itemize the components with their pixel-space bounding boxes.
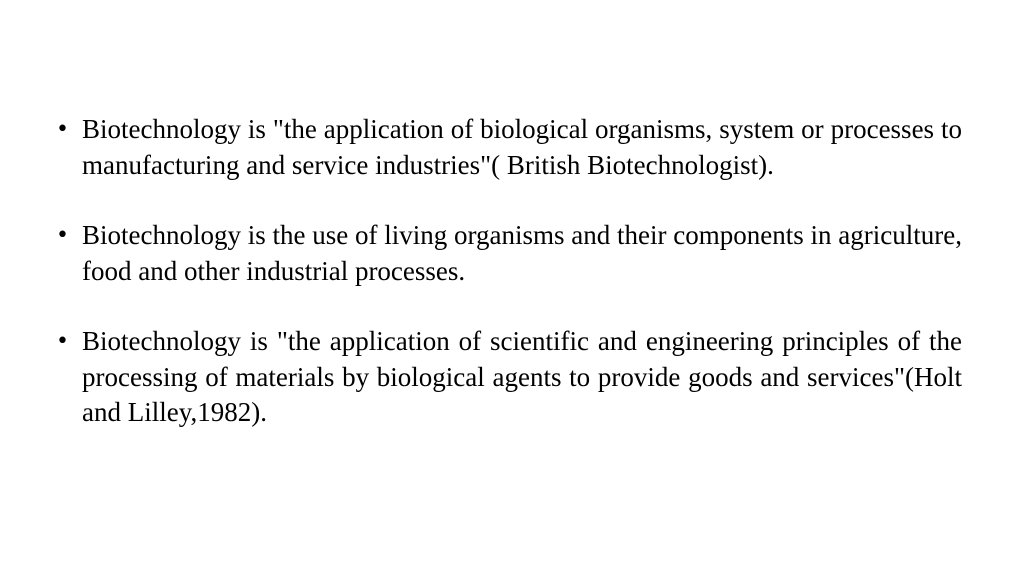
bullet-list (56, 112, 962, 431)
bullet-text: Biotechnology is "the application of scientific and engineering principles of the processing of materials by biological agents to provide goods and services"(Holt and Lilley,1982). (82, 326, 962, 427)
bullet-icon: • (56, 223, 69, 248)
bullet-item (56, 218, 962, 289)
bullet-icon: • (56, 329, 69, 354)
bullet-text: Biotechnology is "the application of biological organisms, system or processes to manufacturing and service industries"( British Biotechnologist). (82, 114, 962, 180)
bullet-icon: • (56, 117, 69, 142)
bullet-item (56, 112, 962, 183)
bullet-text: Biotechnology is the use of living organisms and their components in agriculture, food and other industrial processes. (82, 220, 962, 286)
bullet-item (56, 324, 962, 431)
